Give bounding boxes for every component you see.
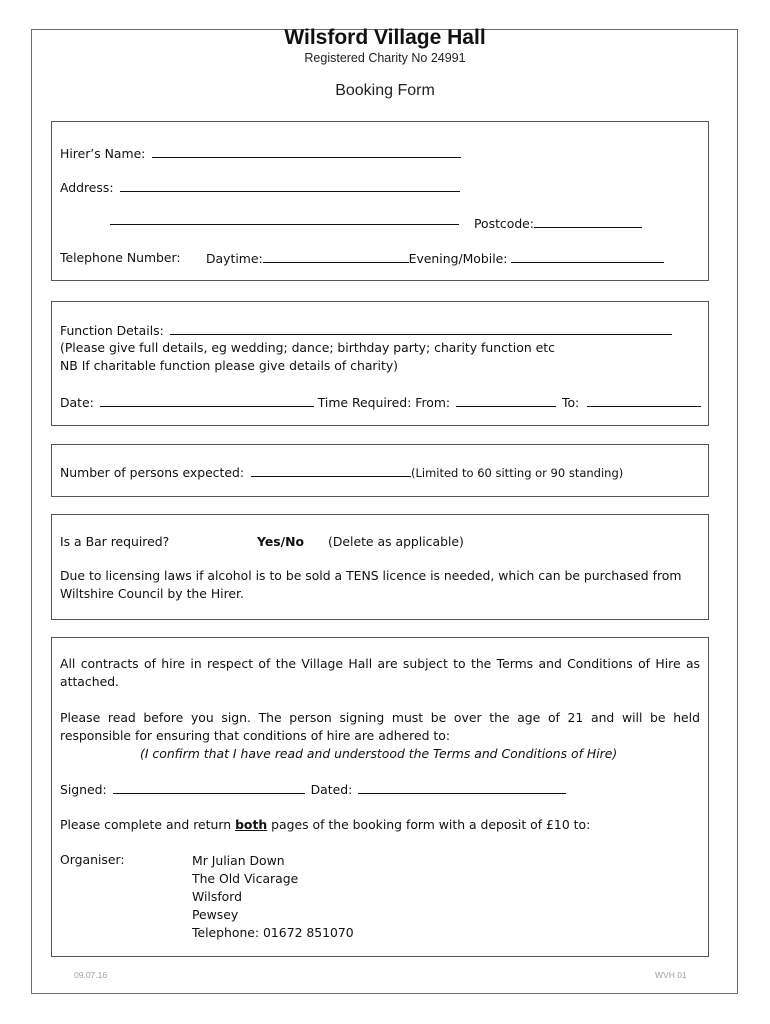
terms-para-1: All contracts of hire in respect of the Village Hall are subject to the Terms and Conditions of Hire as attached. [60,656,700,689]
return-text-post: pages of the booking form with a deposit of £10 to: [271,817,591,832]
persons-section [51,444,709,497]
signed-field[interactable] [113,781,305,794]
form-title: Booking Form [335,82,435,99]
charity-number: Registered Charity No 24991 [304,51,466,65]
function-details-field[interactable] [170,322,672,335]
dated-label: Dated: [310,782,353,797]
daytime-label: Daytime: [206,251,263,266]
function-hint: (Please give full details, eg wedding; dance; birthday party; charity function etc [60,340,555,355]
persons-limit: (Limited to 60 sitting or 90 standing) [410,466,624,480]
persons-label: Number of persons expected: [60,465,245,480]
footer-date: 09.07.16 [74,970,108,980]
address-label: Address: [60,180,114,195]
date-label: Date: [60,395,94,410]
terms-confirm: (I confirm that I have read and understood the Terms and Conditions of Hire) [140,746,618,761]
organiser-line: Telephone: 01672 851070 [192,925,354,940]
organiser-address [192,852,354,942]
date-field[interactable] [100,394,314,407]
return-text-pre: Please complete and return [60,817,232,832]
evening-field[interactable] [511,250,664,263]
hirer-name-label: Hirer’s Name: [60,146,146,161]
telephone-label: Telephone Number: [60,250,181,265]
time-from-label: Time Required: From: [317,395,451,410]
terms-section [51,637,709,957]
organiser-line: Pewsey [192,907,239,922]
hirer-name-field[interactable] [152,145,461,158]
dated-field[interactable] [358,781,566,794]
bar-question: Is a Bar required? [60,534,170,549]
signed-label: Signed: [60,782,107,797]
function-details-label: Function Details: [60,323,164,338]
bar-delete-note: (Delete as applicable) [328,534,464,549]
function-nb: NB If charitable function please give details of charity) [60,358,398,373]
organiser-label: Organiser: [60,852,125,867]
address-field-2[interactable] [110,212,459,225]
terms-para-2: Please read before you sign. The person signing must be over the age of 21 and will be held responsible for ensuring that conditions of hire are adhered to: [60,710,700,743]
return-text-both: both [235,817,268,832]
bar-section [51,514,709,620]
function-section [51,301,709,426]
bar-yes-no[interactable]: Yes/No [257,534,305,549]
daytime-field[interactable] [263,250,409,263]
persons-field[interactable] [251,464,411,477]
organiser-line: Wilsford [192,889,243,904]
organiser-line: The Old Vicarage [192,871,299,886]
postcode-label: Postcode: [474,216,534,231]
time-to-field[interactable] [587,394,701,407]
time-from-field[interactable] [456,394,556,407]
postcode-field[interactable] [534,215,642,228]
time-to-label: To: [562,395,580,410]
address-field-1[interactable] [120,179,460,192]
evening-label: Evening/Mobile: [408,251,508,266]
hirer-section [51,121,709,281]
licence-note: Due to licensing laws if alcohol is to be sold a TENS licence is needed, which can be purchased from Wiltshire Council by the Hirer. [60,568,682,601]
hall-title: Wilsford Village Hall [284,26,486,49]
organiser-line: Mr Julian Down [192,853,285,868]
footer-ref: WVH 01 [655,970,687,980]
